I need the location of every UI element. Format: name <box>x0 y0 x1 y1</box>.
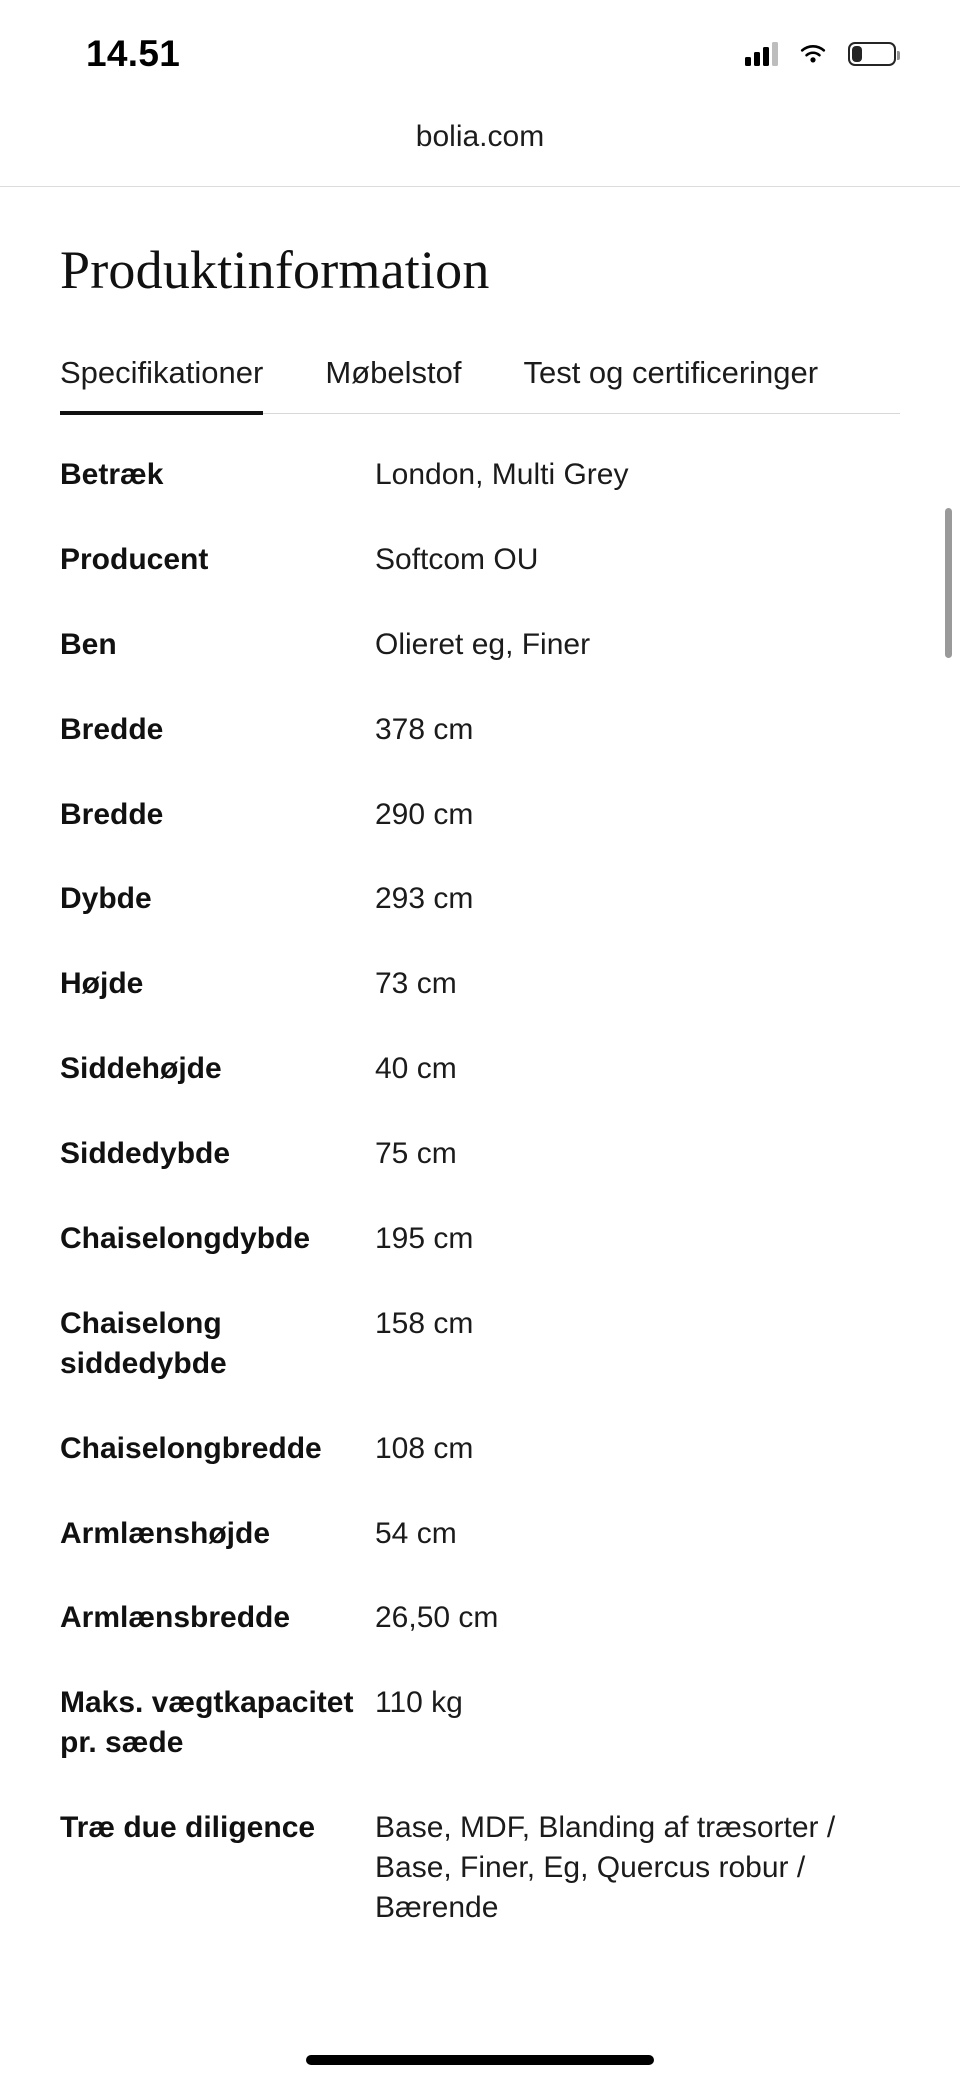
home-indicator[interactable] <box>306 2055 654 2065</box>
browser-url-bar[interactable] <box>0 108 960 187</box>
specifications-table <box>60 432 900 1950</box>
spec-value: Olieret eg, Finer <box>375 627 591 661</box>
spec-value: 110 kg <box>375 1686 463 1720</box>
spec-value: London, Multi Grey <box>375 458 629 491</box>
spec-label: Ben <box>60 627 117 661</box>
tab-specifikationer[interactable]: Specifikationer <box>60 355 263 413</box>
table-row <box>60 1026 900 1111</box>
spec-label: Chaiselong siddedybde <box>60 1306 227 1380</box>
page-scrollbar[interactable] <box>945 508 952 658</box>
browser-url-text[interactable]: bolia.com <box>415 120 545 153</box>
table-row <box>60 1660 900 1785</box>
table-row <box>60 687 900 772</box>
table-row <box>60 856 900 941</box>
spec-label: Maks. vægtkapacitet pr. sæde <box>60 1686 354 1760</box>
spec-label: Siddehøjde <box>60 1052 222 1086</box>
spec-label: Producent <box>60 542 209 576</box>
table-row <box>60 772 900 857</box>
spec-label: Bredde <box>60 712 164 746</box>
table-row <box>60 1575 900 1660</box>
spec-value: 26,50 cm <box>375 1601 499 1635</box>
table-row <box>60 941 900 1026</box>
spec-label: Chaiselongbredde <box>60 1431 322 1465</box>
battery-icon <box>848 42 896 66</box>
table-row <box>60 1111 900 1196</box>
status-bar-time: 14.51 <box>86 33 181 74</box>
table-row <box>60 517 900 602</box>
spec-value: 108 cm <box>375 1431 474 1465</box>
spec-label: Armlænshøjde <box>60 1516 271 1550</box>
spec-value: 40 cm <box>375 1052 457 1086</box>
page-title: Produktinformation <box>60 240 490 300</box>
spec-label: Bredde <box>60 797 164 831</box>
tab-mobelstof[interactable]: Møbelstof <box>325 355 461 413</box>
wifi-icon <box>798 42 828 66</box>
table-row <box>60 602 900 687</box>
table-row <box>60 432 900 517</box>
spec-value: Softcom OU <box>375 542 539 576</box>
spec-label: Betræk <box>60 458 164 491</box>
table-row <box>60 1406 900 1491</box>
spec-value: 158 cm <box>375 1306 474 1340</box>
spec-value: 378 cm <box>375 712 474 746</box>
spec-value: Base, MDF, Blanding af træsorter / Base, Finer, Eg, Quercus robur / Bærende <box>375 1811 836 1924</box>
spec-value: 195 cm <box>375 1222 474 1256</box>
cellular-signal-icon <box>745 42 778 66</box>
table-row <box>60 1281 900 1406</box>
table-row <box>60 1785 900 1950</box>
spec-value: 293 cm <box>375 882 474 916</box>
spec-label: Højde <box>60 967 144 1001</box>
page-content <box>0 239 960 1950</box>
scrollbar-thumb[interactable] <box>945 508 952 658</box>
spec-label: Dybde <box>60 882 152 916</box>
spec-value: 73 cm <box>375 967 457 1001</box>
spec-label: Chaiselongdybde <box>60 1222 311 1256</box>
tab-test-og-certificeringer[interactable]: Test og certificeringer <box>523 355 818 413</box>
status-bar <box>0 0 960 108</box>
spec-value: 290 cm <box>375 797 474 831</box>
spec-label: Siddedybde <box>60 1137 231 1171</box>
spec-value: 54 cm <box>375 1516 457 1550</box>
spec-value: 75 cm <box>375 1137 457 1171</box>
spec-label: Armlænsbredde <box>60 1601 291 1635</box>
table-row <box>60 1491 900 1576</box>
table-row <box>60 1196 900 1281</box>
spec-label: Træ due diligence <box>60 1811 316 1845</box>
status-bar-icons <box>745 42 896 66</box>
tab-bar <box>60 355 900 414</box>
